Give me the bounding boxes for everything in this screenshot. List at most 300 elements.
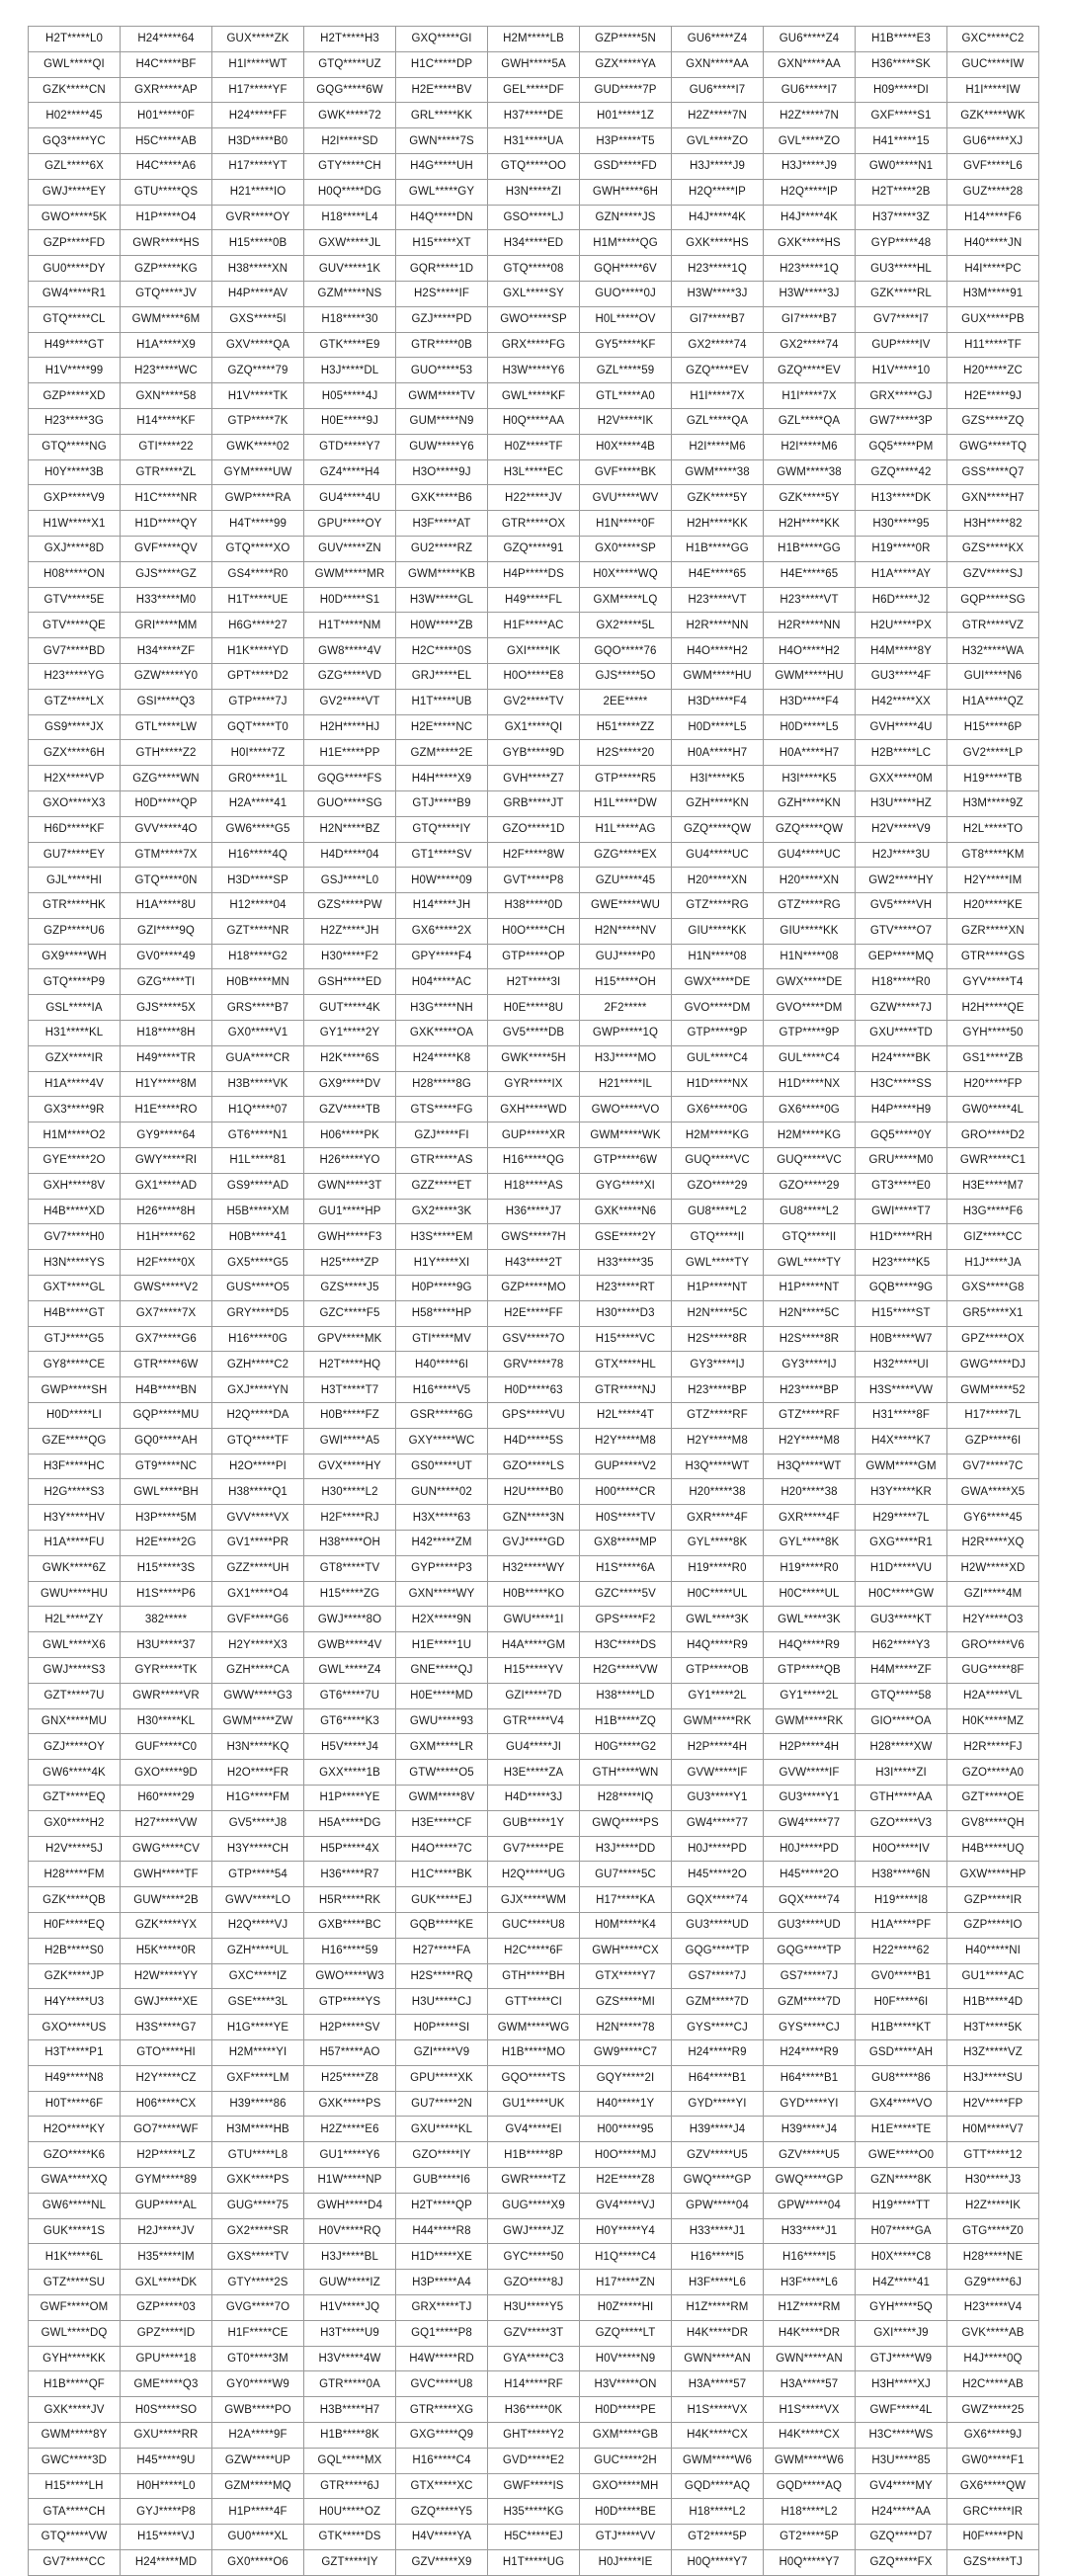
table-cell: GUW*****IZ	[304, 2270, 396, 2295]
table-cell: H23*****V4	[947, 2294, 1039, 2320]
table-cell: GZQ*****EV	[672, 358, 764, 383]
table-cell: H2M*****KG	[672, 1122, 764, 1148]
table-cell: H05*****4J	[304, 383, 396, 409]
table-cell: GSJ*****L0	[304, 868, 396, 893]
table-cell: H0H*****L0	[121, 2473, 212, 2499]
table-cell: GXR*****4F	[672, 1505, 764, 1531]
table-cell: GXF*****S1	[856, 103, 947, 128]
table-cell: H4K*****CX	[672, 2422, 764, 2448]
table-cell: GX2*****5L	[580, 613, 672, 638]
table-cell: H0E*****MD	[396, 1683, 488, 1708]
table-cell: H49*****TR	[121, 1045, 212, 1071]
table-cell: H2L*****TO	[947, 816, 1039, 842]
table-cell: GZR*****XN	[947, 918, 1039, 944]
table-cell: H2P*****4H	[672, 1734, 764, 1760]
table-row	[29, 1326, 1039, 1352]
table-cell: GME*****Q3	[121, 2371, 212, 2397]
table-row	[29, 306, 1039, 332]
table-cell: GTO*****HI	[121, 2039, 212, 2065]
table-cell: GTG*****Z0	[947, 2218, 1039, 2244]
table-cell: H02*****45	[29, 103, 121, 128]
table-cell: H0U*****OZ	[304, 2499, 396, 2525]
table-cell: H0J*****PD	[672, 1836, 764, 1862]
table-cell: GTW*****O5	[396, 1760, 488, 1786]
table-cell: GUF*****C0	[121, 1734, 212, 1760]
table-cell: GTH*****WN	[580, 1760, 672, 1786]
table-cell: GWM*****W6	[764, 2448, 856, 2473]
table-cell: H27*****VW	[121, 1810, 212, 1836]
table-cell: H06*****PK	[304, 1122, 396, 1148]
table-cell: GYH*****KK	[29, 2346, 121, 2371]
table-cell: H18*****8H	[121, 1021, 212, 1046]
table-cell: GO7*****WF	[121, 2117, 212, 2142]
table-cell: GQ5*****PM	[856, 434, 947, 459]
table-cell: H0O*****IV	[856, 1836, 947, 1862]
table-cell: GZP*****6I	[947, 1428, 1039, 1454]
table-cell: GZT*****NR	[212, 918, 304, 944]
table-cell: GWJ*****JZ	[488, 2218, 580, 2244]
table-cell: GYH*****50	[947, 1021, 1039, 1046]
table-cell: H2U*****PX	[856, 613, 947, 638]
table-cell: GZK*****RL	[856, 281, 947, 306]
table-cell: H2T*****HQ	[304, 1352, 396, 1377]
table-cell: H1D*****XE	[396, 2244, 488, 2270]
table-cell: GZC*****F5	[304, 1300, 396, 1326]
table-cell: H2Y*****CZ	[121, 2065, 212, 2091]
table-row	[29, 2346, 1039, 2371]
table-cell: GXL*****SY	[488, 281, 580, 306]
table-cell: H16*****4Q	[212, 842, 304, 868]
table-cell: H4D*****04	[304, 842, 396, 868]
table-cell: GTY*****CH	[304, 153, 396, 179]
table-cell: H1W*****X1	[29, 511, 121, 537]
table-cell: H22*****JV	[488, 485, 580, 511]
table-cell: H41*****15	[856, 128, 947, 154]
table-cell: H30*****J3	[947, 2167, 1039, 2193]
table-cell: H4W*****RD	[396, 2346, 488, 2371]
table-cell: GZQ*****QW	[764, 816, 856, 842]
table-cell: H1V*****TK	[212, 383, 304, 409]
table-row	[29, 1403, 1039, 1429]
table-cell: GXM*****LQ	[580, 587, 672, 613]
table-cell: GRJ*****EL	[396, 663, 488, 689]
table-cell: GS1*****ZB	[947, 1045, 1039, 1071]
table-cell: GV0*****B1	[856, 1963, 947, 1989]
table-cell: GTR*****6J	[304, 2473, 396, 2499]
table-cell: GTQ*****VW	[29, 2525, 121, 2550]
table-cell: H30*****F2	[304, 944, 396, 969]
table-cell: H3P*****5M	[121, 1505, 212, 1531]
table-cell: H2Q*****IP	[764, 179, 856, 205]
table-cell: GUO*****0J	[580, 281, 672, 306]
table-cell: GVH*****Z7	[488, 766, 580, 791]
table-cell: GT8*****KM	[947, 842, 1039, 868]
table-cell: H35*****KG	[488, 2499, 580, 2525]
table-cell: GPU*****XK	[396, 2065, 488, 2091]
table-cell: H2N*****NV	[580, 918, 672, 944]
table-cell: GZS*****MI	[580, 1989, 672, 2015]
table-cell: H2E*****FF	[488, 1300, 580, 1326]
table-cell: H6D*****J2	[856, 587, 947, 613]
table-cell: GWO*****SP	[488, 306, 580, 332]
table-cell: GU4*****UC	[672, 842, 764, 868]
table-cell: H1V*****JQ	[304, 2294, 396, 2320]
table-cell: GVU*****WV	[580, 485, 672, 511]
table-cell: GXW*****JL	[304, 230, 396, 256]
table-cell: GZI*****9Q	[121, 918, 212, 944]
table-row	[29, 1122, 1039, 1148]
table-row	[29, 2167, 1039, 2193]
table-cell: GWB*****PO	[212, 2397, 304, 2423]
table-cell: H2I*****SD	[304, 128, 396, 154]
table-cell: GEP*****MQ	[856, 944, 947, 969]
table-cell: GYR*****TK	[121, 1658, 212, 1684]
table-cell: H2Q*****IP	[672, 179, 764, 205]
table-cell: GWH*****F3	[304, 1224, 396, 1250]
table-cell: GZQ*****Y5	[396, 2499, 488, 2525]
table-cell: H2M*****LB	[488, 27, 580, 52]
table-cell: H2H*****KK	[672, 511, 764, 537]
table-cell: H2N*****BZ	[304, 816, 396, 842]
table-cell: GW4*****77	[764, 1810, 856, 1836]
table-cell: H4Q*****R9	[672, 1632, 764, 1658]
table-cell: GUC*****2H	[580, 2448, 672, 2473]
table-cell: GQY*****2I	[580, 2065, 672, 2091]
table-cell: H1B*****GG	[764, 536, 856, 561]
table-cell: GQP*****MU	[121, 1403, 212, 1429]
table-cell: GZE*****QG	[29, 1428, 121, 1454]
table-cell: H1T*****NM	[304, 613, 396, 638]
table-row	[29, 434, 1039, 459]
table-cell: H12*****04	[212, 893, 304, 919]
table-cell: H3J*****J9	[672, 153, 764, 179]
table-cell: H4G*****UH	[396, 153, 488, 179]
table-cell: H2T*****2B	[856, 179, 947, 205]
table-cell: GYS*****CJ	[764, 2015, 856, 2040]
table-cell: GU0*****XL	[212, 2525, 304, 2550]
table-cell: H0A*****H7	[672, 740, 764, 766]
table-cell: GTQ*****UZ	[304, 51, 396, 77]
table-cell: H23*****VT	[672, 587, 764, 613]
table-row	[29, 714, 1039, 740]
table-cell: GX9*****DV	[304, 1071, 396, 1097]
table-cell: H2R*****NN	[672, 613, 764, 638]
table-cell: H38*****LD	[580, 1683, 672, 1708]
table-cell: H2E*****NC	[396, 714, 488, 740]
table-cell: GS9*****JX	[29, 714, 121, 740]
table-cell: H18*****L2	[764, 2499, 856, 2525]
table-cell: H3T*****P1	[29, 2039, 121, 2065]
table-cell: GV7*****PE	[488, 1836, 580, 1862]
table-cell: H16*****I5	[764, 2244, 856, 2270]
table-cell: GWR*****HS	[121, 230, 212, 256]
table-cell: H4D*****3J	[488, 1785, 580, 1810]
table-cell: GTZ*****RG	[672, 893, 764, 919]
table-cell: GYH*****5Q	[856, 2294, 947, 2320]
table-cell: H3W*****3J	[672, 281, 764, 306]
table-cell: H18*****L2	[672, 2499, 764, 2525]
table-cell: GVO*****DM	[764, 995, 856, 1021]
table-cell: GXK*****B6	[396, 485, 488, 511]
table-cell: H0A*****H7	[764, 740, 856, 766]
table-cell: H4Q*****R9	[764, 1632, 856, 1658]
table-cell: H0G*****G2	[580, 1734, 672, 1760]
table-cell: GXM*****LR	[396, 1734, 488, 1760]
table-cell: H3G*****NH	[396, 995, 488, 1021]
table-cell: GV5*****J8	[212, 1810, 304, 1836]
table-cell: H2N*****5C	[764, 1300, 856, 1326]
table-cell: GWQ*****PS	[580, 1810, 672, 1836]
table-cell: H24*****K8	[396, 1045, 488, 1071]
table-cell: GUG*****75	[212, 2193, 304, 2218]
table-cell: GQX*****74	[672, 1887, 764, 1913]
table-cell: GZJ*****OY	[29, 1734, 121, 1760]
table-cell: H3X*****63	[396, 1505, 488, 1531]
table-cell: H00*****95	[580, 2117, 672, 2142]
table-cell: H0W*****ZB	[396, 613, 488, 638]
table-cell: GRV*****78	[488, 1352, 580, 1377]
table-cell: H1C*****BK	[396, 1862, 488, 1887]
table-cell: GJX*****WM	[488, 1887, 580, 1913]
table-cell: GZI*****7D	[488, 1683, 580, 1708]
table-cell: GY3*****IJ	[672, 1352, 764, 1377]
table-cell: GTR*****0A	[304, 2371, 396, 2397]
table-cell: H5V*****J4	[304, 1734, 396, 1760]
table-cell: H31*****UA	[488, 128, 580, 154]
table-cell: H25*****Z8	[304, 2065, 396, 2091]
table-cell: H38*****OH	[304, 1531, 396, 1556]
table-cell: GUP*****V2	[580, 1454, 672, 1479]
table-row	[29, 1071, 1039, 1097]
table-cell: GQG*****TP	[672, 1938, 764, 1963]
table-cell: H24*****MD	[121, 2549, 212, 2575]
table-cell: H1A*****QZ	[947, 689, 1039, 714]
table-cell: GEL*****DF	[488, 77, 580, 103]
table-cell: GTL*****A0	[580, 383, 672, 409]
table-cell: H20*****38	[764, 1479, 856, 1505]
table-cell: GV5*****DB	[488, 1021, 580, 1046]
table-cell: H3C*****DS	[580, 1632, 672, 1658]
table-cell: GTR*****GS	[947, 944, 1039, 969]
table-row	[29, 1173, 1039, 1199]
table-cell: GUV*****ZN	[304, 536, 396, 561]
table-cell: GUP*****IV	[856, 332, 947, 358]
table-cell: H1G*****YE	[212, 2015, 304, 2040]
table-cell: GJS*****GZ	[121, 561, 212, 587]
table-cell: GWZ*****25	[947, 2397, 1039, 2423]
table-cell: GZZ*****UH	[212, 1555, 304, 1581]
table-cell: GU6*****I7	[672, 77, 764, 103]
table-cell: GWQ*****GP	[672, 2167, 764, 2193]
table-cell: H15*****OH	[580, 969, 672, 995]
table-cell: GWJ*****XE	[121, 1989, 212, 2015]
table-cell: H1A*****X9	[121, 332, 212, 358]
table-cell: GT3*****E0	[856, 1173, 947, 1199]
table-row	[29, 2142, 1039, 2168]
table-cell: GR5*****X1	[947, 1300, 1039, 1326]
table-cell: H1N*****08	[764, 944, 856, 969]
table-cell: H2B*****LC	[856, 740, 947, 766]
table-row	[29, 1224, 1039, 1250]
table-cell: H4D*****5S	[488, 1428, 580, 1454]
table-cell: H2P*****LZ	[121, 2142, 212, 2168]
table-cell: GPZ*****ID	[121, 2320, 212, 2346]
table-cell: H1I*****7X	[672, 383, 764, 409]
table-cell: GT6*****N1	[212, 1122, 304, 1148]
table-row	[29, 868, 1039, 893]
table-cell: H0S*****SO	[121, 2397, 212, 2423]
table-cell: GTZ*****RG	[764, 893, 856, 919]
table-cell: H51*****ZZ	[580, 714, 672, 740]
table-cell: GHT*****Y2	[488, 2422, 580, 2448]
table-cell: H27*****FA	[396, 1938, 488, 1963]
table-cell: GTP*****R5	[580, 766, 672, 791]
table-cell: H19*****TT	[856, 2193, 947, 2218]
table-cell: GWI*****T7	[856, 1199, 947, 1224]
table-cell: GZO*****IY	[396, 2142, 488, 2168]
table-cell: GXY*****WC	[396, 1428, 488, 1454]
table-cell: GZU*****45	[580, 868, 672, 893]
table-row	[29, 128, 1039, 154]
table-cell: GTQ*****TF	[212, 1428, 304, 1454]
table-cell: GVT*****P8	[488, 868, 580, 893]
table-cell: H3A*****57	[764, 2371, 856, 2397]
table-cell: H14*****F6	[947, 205, 1039, 230]
table-cell: GZN*****3N	[488, 1505, 580, 1531]
table-cell: H2X*****VP	[29, 766, 121, 791]
table-cell: H1L*****AG	[580, 816, 672, 842]
table-cell: H3N*****YS	[29, 1250, 121, 1276]
table-cell: H0C*****GW	[856, 1581, 947, 1607]
table-cell: H3S*****VW	[856, 1377, 947, 1403]
table-cell: GTP*****OB	[672, 1658, 764, 1684]
table-cell: GTQ*****II	[672, 1224, 764, 1250]
table-cell: H1A*****AY	[856, 561, 947, 587]
table-cell: GZQ*****EV	[764, 358, 856, 383]
table-cell: H2Z*****E6	[304, 2117, 396, 2142]
table-cell: H1D*****RH	[856, 1224, 947, 1250]
table-cell: GQG*****6W	[304, 77, 396, 103]
table-cell: GXF*****LM	[212, 2065, 304, 2091]
table-row	[29, 1963, 1039, 1989]
table-row	[29, 995, 1039, 1021]
table-cell: GU3*****Y1	[672, 1785, 764, 1810]
table-cell: H15*****VC	[580, 1326, 672, 1352]
table-cell: H2G*****S3	[29, 1479, 121, 1505]
table-cell: H29*****7L	[856, 1505, 947, 1531]
table-cell: GXI*****IK	[488, 638, 580, 664]
table-cell: GXS*****G8	[947, 1276, 1039, 1301]
table-cell: GT6*****7U	[304, 1683, 396, 1708]
table-row	[29, 1581, 1039, 1607]
table-row	[29, 2193, 1039, 2218]
table-cell: GXK*****HS	[764, 230, 856, 256]
table-cell: GY3*****IJ	[764, 1352, 856, 1377]
table-cell: H15*****6P	[947, 714, 1039, 740]
table-cell: GXU*****RR	[121, 2422, 212, 2448]
table-cell: H3J*****BL	[304, 2244, 396, 2270]
table-cell: GTQ*****JV	[121, 281, 212, 306]
table-cell: H2Q*****DA	[212, 1403, 304, 1429]
table-cell: H0T*****6F	[29, 2091, 121, 2117]
table-cell: H4O*****7C	[396, 1836, 488, 1862]
table-cell: H1Z*****RM	[672, 2294, 764, 2320]
table-cell: GWV*****LO	[212, 1887, 304, 1913]
table-row	[29, 944, 1039, 969]
table-cell: GW0*****F1	[947, 2448, 1039, 2473]
table-cell: GWQ*****GP	[764, 2167, 856, 2193]
table-cell: GPS*****VU	[488, 1403, 580, 1429]
table-cell: GU6*****XJ	[947, 128, 1039, 154]
table-cell: H23*****VT	[764, 587, 856, 613]
table-cell: GX6*****QW	[947, 2473, 1039, 2499]
table-cell: H28*****FM	[29, 1862, 121, 1887]
table-row	[29, 1938, 1039, 1963]
table-row	[29, 51, 1039, 77]
table-cell: GUA*****CR	[212, 1045, 304, 1071]
table-cell: GTR*****AS	[396, 1148, 488, 1174]
table-cell: GS9*****AD	[212, 1173, 304, 1199]
table-cell: H38*****Q1	[212, 1479, 304, 1505]
table-cell: GX0*****O6	[212, 2549, 304, 2575]
table-cell: H19*****0R	[856, 536, 947, 561]
table-cell: GWR*****TZ	[488, 2167, 580, 2193]
table-cell: H2S*****8R	[672, 1326, 764, 1352]
table-cell: GWL*****X6	[29, 1632, 121, 1658]
table-cell: GZL*****QA	[672, 408, 764, 434]
table-cell: GSI*****Q3	[121, 689, 212, 714]
table-cell: GXU*****TD	[856, 1021, 947, 1046]
table-cell: GXW*****HP	[947, 1862, 1039, 1887]
table-cell: GWM*****RK	[764, 1708, 856, 1734]
table-row	[29, 1836, 1039, 1862]
table-cell: H0D*****S1	[304, 587, 396, 613]
table-cell: GVO*****DM	[672, 995, 764, 1021]
table-cell: GZP*****FD	[29, 230, 121, 256]
table-cell: GTI*****MV	[396, 1326, 488, 1352]
table-cell: GX1*****AD	[121, 1173, 212, 1199]
table-cell: GV7*****CC	[29, 2549, 121, 2575]
table-cell: GU6*****Z4	[764, 27, 856, 52]
table-cell: H16*****I5	[672, 2244, 764, 2270]
table-cell: GW8*****4V	[304, 638, 396, 664]
table-cell: GZO*****A0	[947, 1760, 1039, 1786]
table-cell: H6D*****KF	[29, 816, 121, 842]
table-cell: H23*****BP	[764, 1377, 856, 1403]
table-cell: GW4*****77	[672, 1810, 764, 1836]
table-cell: H0Q*****Y7	[672, 2549, 764, 2575]
table-cell: H4P*****AV	[212, 281, 304, 306]
table-cell: H1Z*****RM	[764, 2294, 856, 2320]
table-cell: GYV*****T4	[947, 969, 1039, 995]
table-cell: GZI*****4M	[947, 1581, 1039, 1607]
table-row	[29, 2397, 1039, 2423]
table-cell: H2X*****9N	[396, 1607, 488, 1632]
table-cell: H2H*****QE	[947, 995, 1039, 1021]
table-row	[29, 1734, 1039, 1760]
table-cell: H36*****J7	[488, 1199, 580, 1224]
table-cell: GZS*****J5	[304, 1276, 396, 1301]
table-cell: GRO*****D2	[947, 1122, 1039, 1148]
table-cell: H3J*****MO	[580, 1045, 672, 1071]
table-cell: GZH*****CA	[212, 1658, 304, 1684]
table-cell: H1D*****NX	[764, 1071, 856, 1097]
table-cell: H0C*****UL	[672, 1581, 764, 1607]
table-cell: GTH*****BH	[488, 1963, 580, 1989]
table-cell: H0P*****9G	[396, 1276, 488, 1301]
table-cell: GX2*****74	[764, 332, 856, 358]
table-cell: H26*****YO	[304, 1148, 396, 1174]
